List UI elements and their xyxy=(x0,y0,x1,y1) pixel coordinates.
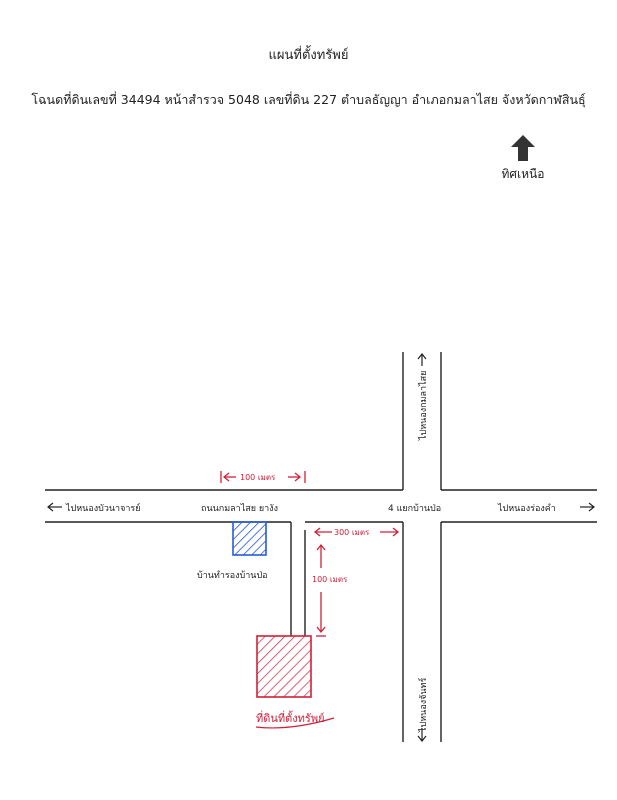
north-label: ทิศเหนือ xyxy=(501,167,545,181)
west-arrow-icon xyxy=(48,503,62,511)
distance-marker-down xyxy=(316,545,326,636)
side-road xyxy=(291,522,305,636)
road-label-south: ไปหนองจันทร์ xyxy=(419,677,429,732)
deed-info: โฉนดที่ดินเลขที่ 34494 หน้าสำรวจ 5048 เลขที่ดิน 227 ตำบลธัญญา อำเภอกมลาไสย จังหวัดกาฬสินธุ์ xyxy=(31,92,586,107)
distance-label-side: 300 เมตร xyxy=(334,528,370,537)
junction-label: 4 แยกบ้านป่อ xyxy=(388,504,442,514)
road-label-east: ไปหนองร่องคำ xyxy=(498,504,556,514)
distance-label-down: 100 เมตร xyxy=(312,575,348,584)
page-title: แผนที่ตั้งทรัพย์ xyxy=(268,48,349,63)
road-label-north: ไปหนองกมลาไสย xyxy=(419,370,429,440)
east-arrow-icon xyxy=(580,503,594,511)
main-road-name: ถนนกมลาไสย ยางัง xyxy=(201,504,278,514)
landmark-blue-label: บ้านทำรองบ้านป่อ xyxy=(197,571,268,581)
property-label: ที่ดินที่ตั้งทรัพย์ xyxy=(256,712,325,725)
distance-label-top: 100 เมตร xyxy=(240,473,276,482)
north-arrow-small-icon xyxy=(418,354,426,366)
property-red-area xyxy=(257,636,311,697)
landmark-blue-area xyxy=(233,522,266,555)
road-label-west: ไปหนองบัวนาจารย์ xyxy=(66,504,141,514)
